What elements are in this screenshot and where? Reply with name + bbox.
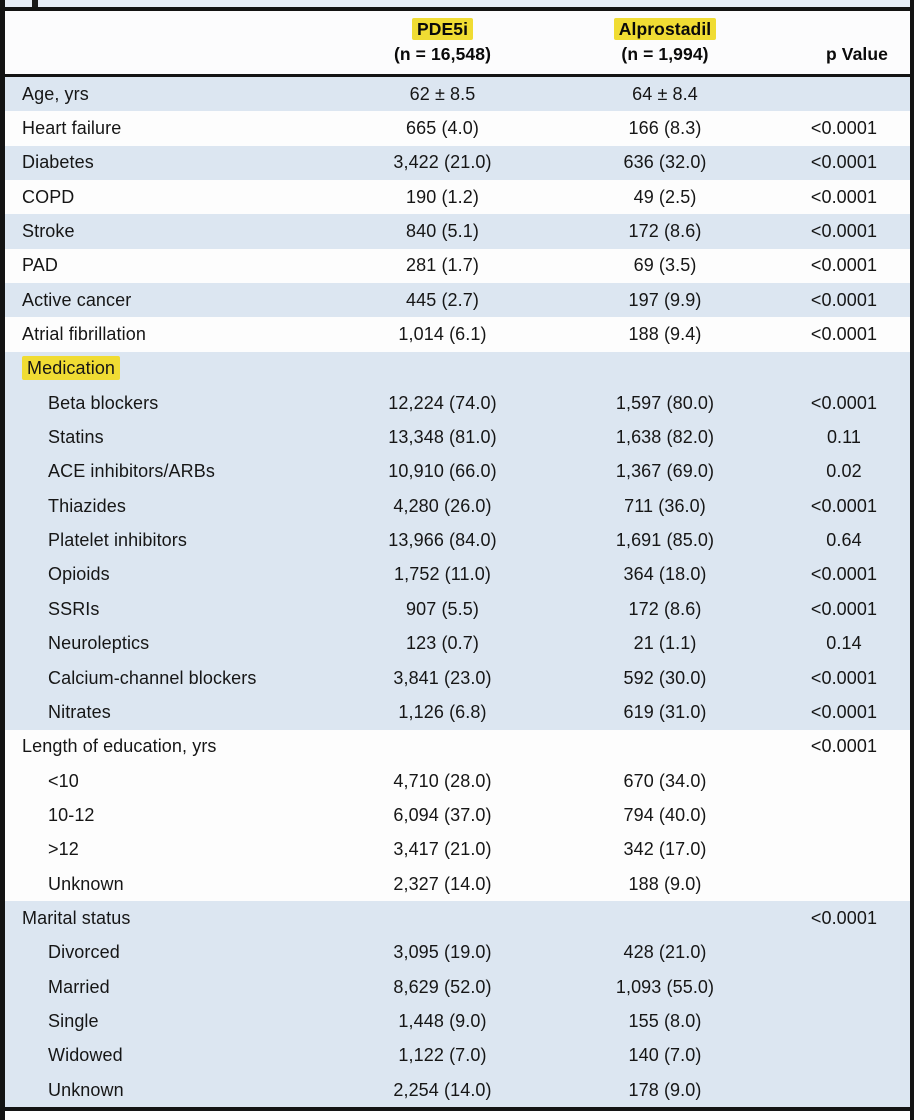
p-value: <0.0001	[810, 255, 878, 276]
row-label: Heart failure	[22, 118, 122, 139]
row-label: Length of education, yrs	[22, 736, 217, 757]
alprostadil-value: 1,093 (55.0)	[615, 976, 715, 997]
pde5i-value: 12,224 (74.0)	[388, 392, 497, 413]
p-value: <0.0001	[810, 118, 878, 139]
row-label: Unknown	[48, 873, 124, 894]
table-row	[5, 558, 910, 592]
alprostadil-value: 49 (2.5)	[633, 186, 697, 207]
pde5i-value: 281 (1.7)	[406, 255, 479, 276]
table-row	[5, 455, 910, 489]
pde5i-value: 1,752 (11.0)	[394, 564, 491, 585]
table-row	[5, 730, 910, 764]
alprostadil-value: 794 (40.0)	[623, 804, 707, 825]
alprostadil-value: 140 (7.0)	[628, 1045, 702, 1066]
row-label: Divorced	[48, 942, 120, 963]
table-row	[5, 283, 910, 317]
row-label: Beta blockers	[48, 392, 159, 413]
row-label: Calcium-channel blockers	[48, 667, 257, 688]
table-row	[5, 695, 910, 729]
row-label: COPD	[22, 186, 75, 207]
table-row	[5, 352, 910, 386]
row-label: Age, yrs	[22, 83, 89, 104]
table-row	[5, 111, 910, 145]
pde5i-n-line: (n = 16,548)	[393, 43, 491, 64]
row-label: Married	[48, 976, 110, 997]
table-row	[5, 146, 910, 180]
pde5i-value: 190 (1.2)	[406, 186, 479, 207]
table-row	[5, 489, 910, 523]
table-row	[5, 386, 910, 420]
pde5i-value: 8,629 (52.0)	[393, 976, 492, 997]
pde5i-value: 2,327 (14.0)	[393, 873, 492, 894]
bottom-margin	[5, 1111, 910, 1120]
pde5i-value: 62 ± 8.5	[409, 83, 476, 104]
table-row	[5, 1039, 910, 1073]
pde5i-value: 1,014 (6.1)	[398, 324, 487, 345]
row-label	[5, 358, 315, 379]
row-label: Statins	[48, 427, 104, 448]
row-label: Neuroleptics	[48, 633, 150, 654]
p-value: <0.0001	[810, 907, 878, 928]
table-row	[5, 249, 910, 283]
table-row	[5, 592, 910, 626]
row-label: Widowed	[48, 1045, 123, 1066]
row-label: ACE inhibitors/ARBs	[48, 461, 215, 482]
p-value: 0.14	[826, 633, 862, 654]
pde5i-value: 3,095 (19.0)	[393, 942, 492, 963]
p-value: 0.11	[826, 427, 862, 448]
table-row	[5, 833, 910, 867]
alprostadil-title-line	[570, 17, 760, 42]
alprostadil-value: 197 (9.9)	[628, 289, 702, 310]
alprostadil-value: 619 (31.0)	[623, 701, 707, 722]
row-label: Stroke	[22, 221, 75, 242]
row-label: Unknown	[48, 1079, 124, 1100]
row-label: Thiazides	[48, 495, 126, 516]
pde5i-value: 3,841 (23.0)	[393, 667, 492, 688]
highlight-mark: Medication	[22, 356, 120, 380]
pde5i-value: 1,126 (6.8)	[398, 701, 487, 722]
alprostadil-value: 64 ± 8.4	[632, 83, 698, 104]
alprostadil-n-line: (n = 1,994)	[621, 43, 709, 64]
pde5i-value: 123 (0.7)	[406, 633, 479, 654]
table-row	[5, 420, 910, 454]
header-pde5i	[315, 17, 570, 67]
row-label: Nitrates	[48, 701, 111, 722]
p-value: <0.0001	[810, 495, 878, 516]
alprostadil-value: 188 (9.0)	[628, 873, 702, 894]
alprostadil-value: 172 (8.6)	[628, 221, 702, 242]
p-value: <0.0001	[810, 598, 878, 619]
row-label: PAD	[22, 255, 58, 276]
alprostadil-value: 1,367 (69.0)	[615, 461, 715, 482]
alprostadil-value: 670 (34.0)	[623, 770, 707, 791]
alprostadil-value: 1,597 (80.0)	[615, 392, 715, 413]
row-label: Marital status	[22, 907, 131, 928]
p-value: <0.0001	[810, 564, 878, 585]
pde5i-value: 1,448 (9.0)	[398, 1010, 487, 1031]
pde5i-value: 10,910 (66.0)	[388, 461, 497, 482]
p-value: 0.02	[826, 461, 862, 482]
p-value: <0.0001	[810, 736, 878, 757]
table-body	[5, 77, 910, 1107]
pde5i-value: 13,348 (81.0)	[388, 427, 497, 448]
pde5i-value: 2,254 (14.0)	[393, 1079, 492, 1100]
alprostadil-value: 155 (8.0)	[628, 1010, 702, 1031]
table-row	[5, 77, 910, 111]
row-label: SSRIs	[48, 598, 100, 619]
alprostadil-value: 178 (9.0)	[628, 1079, 702, 1100]
alprostadil-value: 1,691 (85.0)	[615, 530, 715, 551]
table-row	[5, 1073, 910, 1107]
alprostadil-value: 1,638 (82.0)	[615, 427, 715, 448]
header-alprostadil	[570, 17, 760, 67]
row-label: Atrial fibrillation	[22, 324, 146, 345]
table-row	[5, 523, 910, 557]
table-row	[5, 180, 910, 214]
row-label: 10-12	[48, 804, 95, 825]
pde5i-value: 445 (2.7)	[406, 289, 479, 310]
alprostadil-value: 636 (32.0)	[623, 152, 707, 173]
table-header	[5, 11, 910, 74]
pde5i-value: 665 (4.0)	[406, 118, 479, 139]
row-label: Single	[48, 1010, 99, 1031]
table-row	[5, 214, 910, 248]
pde5i-value: 6,094 (37.0)	[393, 804, 492, 825]
row-label: Active cancer	[22, 289, 132, 310]
row-label: Diabetes	[22, 152, 94, 173]
pde5i-value: 3,422 (21.0)	[393, 152, 492, 173]
table-row	[5, 936, 910, 970]
pde5i-title-line	[315, 17, 570, 42]
p-value: <0.0001	[810, 186, 878, 207]
row-label: Platelet inhibitors	[48, 530, 187, 551]
pde5i-value: 13,966 (84.0)	[388, 530, 497, 551]
p-value: <0.0001	[810, 392, 878, 413]
alprostadil-value: 166 (8.3)	[628, 118, 702, 139]
table-row	[5, 867, 910, 901]
alprostadil-value: 364 (18.0)	[623, 564, 707, 585]
p-value: <0.0001	[810, 324, 878, 345]
table-row	[5, 764, 910, 798]
alprostadil-value: 188 (9.4)	[628, 324, 702, 345]
row-label: Opioids	[48, 564, 110, 585]
pde5i-value: 4,710 (28.0)	[393, 770, 492, 791]
p-value: <0.0001	[810, 152, 878, 173]
p-value: <0.0001	[810, 289, 878, 310]
p-value: <0.0001	[810, 221, 878, 242]
pde5i-value: 3,417 (21.0)	[393, 839, 492, 860]
alprostadil-value: 342 (17.0)	[623, 839, 707, 860]
p-value: <0.0001	[810, 701, 878, 722]
table-row	[5, 901, 910, 935]
table-row	[5, 661, 910, 695]
alprostadil-value: 172 (8.6)	[628, 598, 702, 619]
table-row	[5, 970, 910, 1004]
table-row	[5, 317, 910, 351]
row-label: >12	[48, 839, 79, 860]
p-value: 0.64	[826, 530, 862, 551]
alprostadil-value: 711 (36.0)	[624, 495, 706, 516]
cropped-text-fragment	[32, 0, 38, 7]
header-p-value: p Value	[826, 43, 888, 64]
alprostadil-value: 21 (1.1)	[633, 633, 697, 654]
alprostadil-value: 428 (21.0)	[623, 942, 707, 963]
pde5i-value: 4,280 (26.0)	[393, 495, 492, 516]
pde5i-value: 907 (5.5)	[406, 598, 479, 619]
table-row	[5, 798, 910, 832]
p-value: <0.0001	[810, 667, 878, 688]
highlight-mark: PDE5i	[412, 18, 473, 40]
alprostadil-value: 592 (30.0)	[623, 667, 707, 688]
table-row	[5, 1004, 910, 1038]
highlight-mark: Alprostadil	[614, 18, 717, 40]
table-row	[5, 627, 910, 661]
pde5i-value: 840 (5.1)	[406, 221, 479, 242]
alprostadil-value: 69 (3.5)	[633, 255, 697, 276]
row-label: <10	[48, 770, 79, 791]
pde5i-value: 1,122 (7.0)	[398, 1045, 487, 1066]
cropped-row-above	[5, 0, 910, 7]
